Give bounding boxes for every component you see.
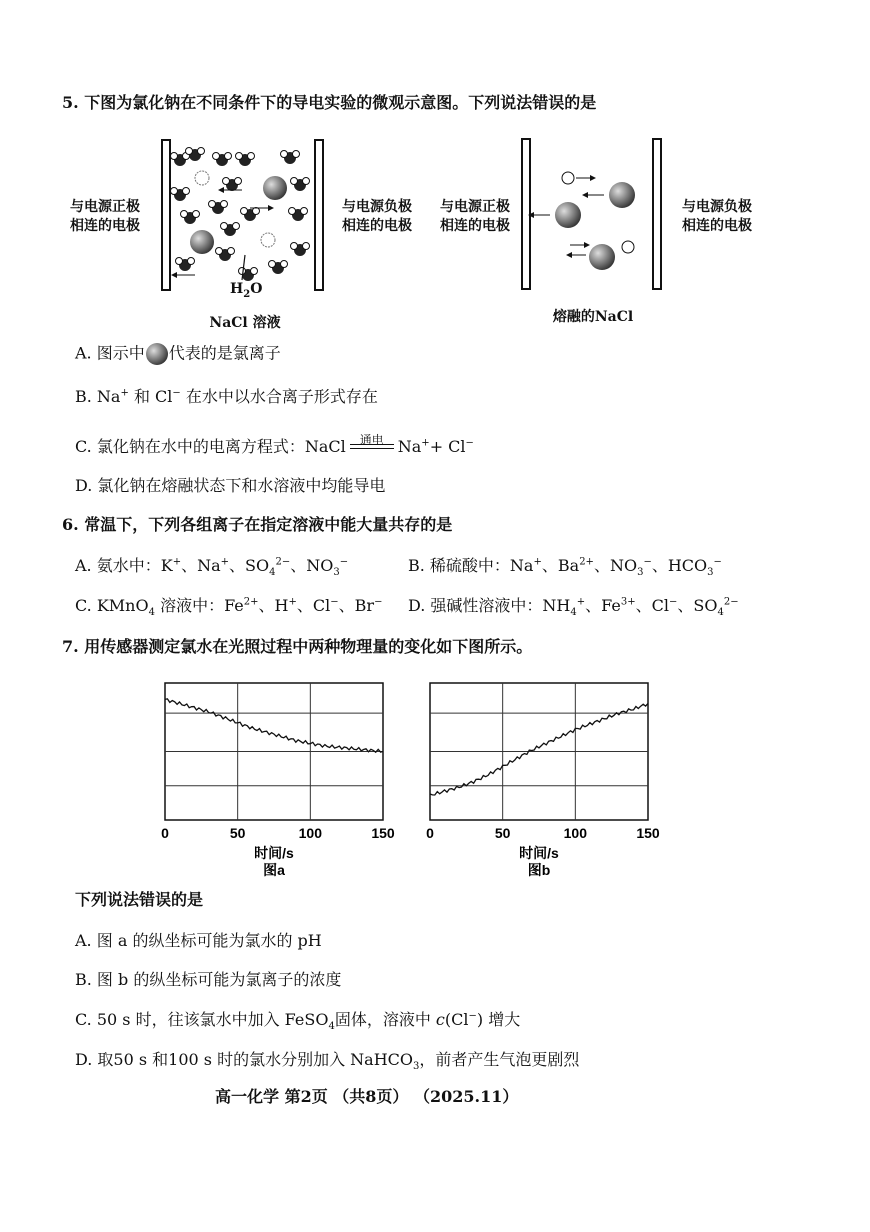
q5-option-d: D. 氯化钠在熔融状态下和水溶液中均能导电	[75, 476, 386, 495]
right-pos-electrode-label: 与电源正极 相连的电极	[440, 199, 510, 234]
x-tick-label: 50	[229, 825, 246, 841]
right-neg-electrode-label: 与电源负极 相连的电极	[682, 199, 752, 234]
x-tick-label: 100	[298, 825, 323, 841]
ion-ball-icon	[145, 342, 169, 366]
chart-a	[150, 675, 400, 880]
q6-stem: 6. 常温下，下列各组离子在指定溶液中能大量共存的是	[62, 515, 453, 534]
x-tick-label: 50	[494, 825, 511, 841]
chart-title: 图a	[263, 862, 285, 878]
q6-option-a: A. 氨水中：K+、Na+、$SO_4^{2-}$、$NO_3^-$	[75, 556, 349, 579]
x-tick-label: 150	[636, 825, 660, 841]
x-tick-label: 0	[161, 825, 169, 841]
molten-nacl-diagram	[510, 135, 670, 295]
q6-option-d: D. 强碱性溶液中：$NH_4^+$、$Fe^{3+}$、Cl−、$SO_4^{2-}$	[408, 596, 739, 619]
x-tick-label: 150	[371, 825, 395, 841]
q7-sub-stem: 下列说法错误的是	[75, 890, 204, 909]
nacl-solution-diagram	[150, 130, 340, 305]
page-footer: 高一化学 第2页 （共8页） （2025.11）	[215, 1087, 519, 1106]
water-label: $H_2O$	[230, 281, 263, 300]
q5-option-b: B. Na+ 和 Cl− 在水中以水合离子形式存在	[75, 387, 378, 406]
series-line	[165, 699, 383, 752]
chart-b	[415, 675, 670, 880]
q7-option-d: D. 取50 s 和100 s 时的氯水分别加入 NaHCO$_3$，前者产生气泡更剧烈	[75, 1050, 580, 1073]
q6-option-c: C. KMnO$_4$ 溶液中：$Fe^{2+}$、H+、Cl−、Br−	[75, 596, 383, 619]
q7-option-c: C. 50 s 时，往该氯水中加入 FeSO$_4$固体，溶液中 c(Cl−) 增大	[75, 1010, 521, 1033]
chart-title: 图b	[527, 862, 551, 878]
molten-nacl-caption: 熔融的NaCl	[552, 309, 634, 325]
left-pos-electrode-label: 与电源正极 相连的电极	[70, 199, 140, 234]
nacl-solution-caption: NaCl 溶液	[209, 315, 281, 331]
q7-option-b: B. 图 b 的纵坐标可能为氯离子的浓度	[75, 970, 342, 989]
x-tick-label: 100	[563, 825, 588, 841]
x-tick-label: 0	[426, 825, 434, 841]
q6-option-b: B. 稀硫酸中：Na+、$Ba^{2+}$、$NO_3^-$、$HCO_3^-$	[408, 556, 722, 579]
q5-option-a: A. 图示中 代表的是氯离子	[75, 342, 281, 366]
x-axis-label: 时间/s	[254, 845, 294, 861]
q7-stem: 7. 用传感器测定氯水在光照过程中两种物理量的变化如下图所示。	[62, 637, 533, 656]
left-neg-electrode-label: 与电源负极 相连的电极	[342, 199, 412, 234]
q5-stem: 5. 下图为氯化钠在不同条件下的导电实验的微观示意图。下列说法错误的是	[62, 93, 597, 112]
q5-option-c: C. 氯化钠在水中的电离方程式：NaCl 通电 Na++ Cl−	[75, 433, 474, 456]
series-line	[430, 704, 648, 796]
q7-option-a: A. 图 a 的纵坐标可能为氯水的 pH	[75, 931, 322, 950]
x-axis-label: 时间/s	[519, 845, 559, 861]
